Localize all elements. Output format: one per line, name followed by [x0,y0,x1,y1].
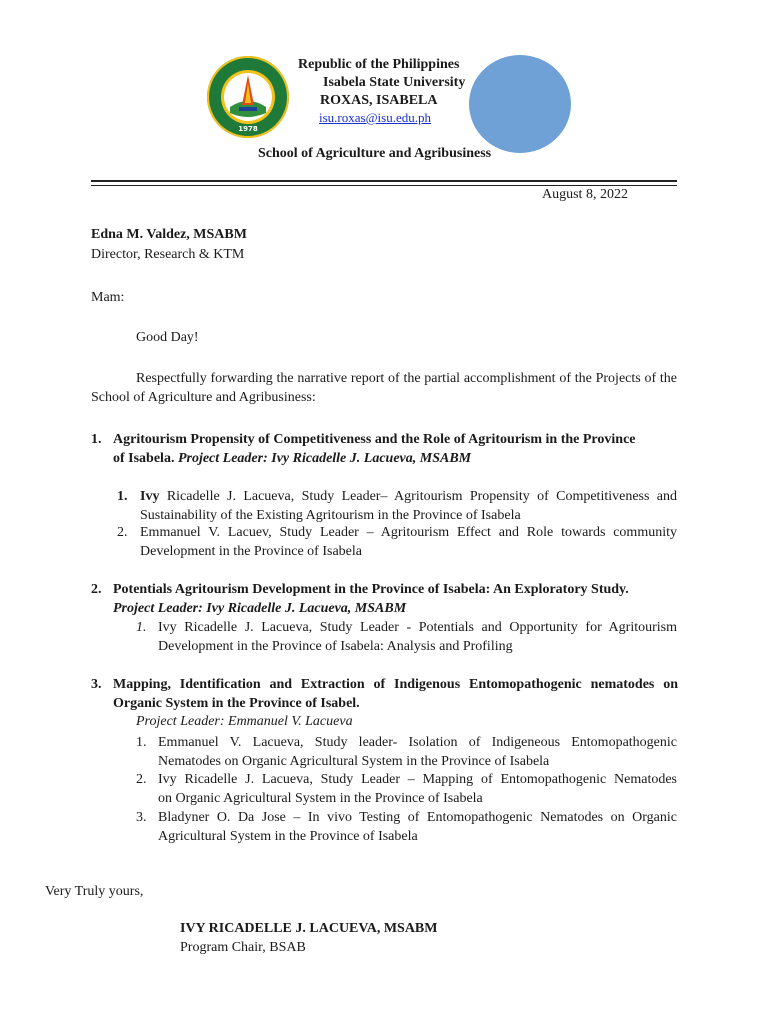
letter-date: August 8, 2022 [542,187,628,202]
university-seal [206,55,290,139]
project-1-leader: Project Leader: Ivy Ricadelle J. Lacueva, MSABM [177,451,472,466]
project-1-study-1-lead: Ivy [140,489,160,504]
university-name: Isabela State University [323,75,466,90]
seal-year: 1978 [238,125,258,133]
project-3-study-3-line2: Agricultural System in the Province of Isabela [158,829,418,844]
project-2-leader: Project Leader: Ivy Ricadelle J. Lacueva, MSABM [113,601,407,616]
project-3-study-1 [158,733,677,771]
greeting: Good Day! [136,330,199,345]
project-2-title-line1: Potentials Agritourism Development in the Province of Isabela: An Exploratory Study. [113,582,629,597]
intro-text: Respectfully forwarding the narrative report of the partial accomplishment of the Projects of the School of Agriculture and Agribusiness: [91,371,677,405]
campus-name: ROXAS, ISABELA [320,93,438,108]
project-3-study-2-number: 2. [136,772,147,787]
blue-circle-shape [469,55,571,153]
project-3-study-2-line1: Ivy Ricadelle J. Lacueva, Study Leader – Mapping of Entomopathogenic Nematodes [158,772,677,787]
header-rule-thick [91,180,677,182]
project-1-study-1-line1: Ricadelle J. Lacueva, Study Leader– Agritourism Propensity of Competitiveness and [166,489,677,504]
project-3-study-2 [158,770,677,808]
project-1-study-2-number: 2. [117,525,128,540]
project-2-number: 2. [91,582,102,597]
recipient-name: Edna M. Valdez, MSABM [91,227,247,242]
intro-paragraph [91,369,677,407]
project-3-title-line2: Organic System in the Province of Isabel. [113,696,360,711]
school-name: School of Agriculture and Agribusiness [258,146,492,161]
project-1-study-2-line2: Development in the Province of Isabela [140,544,362,559]
project-3-leader: Project Leader: Emmanuel V. Lacueva [136,714,353,729]
project-3-study-3 [158,808,677,846]
project-3-study-3-number: 3. [136,810,147,825]
project-1-study-1 [140,487,677,525]
project-3-number: 3. [91,677,102,692]
project-3-study-3-line1: Bladyner O. Da Jose – In vivo Testing of Entomopathogenic Nematodes on Organic [158,810,677,825]
project-1-study-1-line2: Sustainability of the Existing Agritourism in the Province of Isabela [140,508,521,523]
republic-line: Republic of the Philippines [298,57,460,72]
project-1-title [113,430,678,468]
project-1-title-line2: of Isabela. [113,451,175,466]
project-3-study-2-line2: on Organic Agricultural System in the Province of Isabela [158,791,483,806]
project-3-title-line1: Mapping, Identification and Extraction of Indigenous Entomopathogenic nematodes on [113,677,678,692]
signatory-name: IVY RICADELLE J. LACUEVA, MSABM [180,921,438,936]
project-1-number: 1. [91,432,102,447]
project-2-study-1-number: 1. [136,620,147,635]
project-3-title [113,675,678,713]
project-3-study-1-line2: Nematodes on Organic Agricultural System in the Province of Isabela [158,754,550,769]
project-3-study-1-number: 1. [136,735,147,750]
closing: Very Truly yours, [45,884,144,899]
project-1-study-2-line1: Emmanuel V. Lacuev, Study Leader – Agritourism Effect and Role towards community [140,525,677,540]
project-1-study-2 [140,523,677,561]
project-2-study-1-line1: Ivy Ricadelle J. Lacueva, Study Leader - Potentials and Opportunity for Agritourism [158,620,677,635]
project-2-title [113,580,678,618]
signatory-title: Program Chair, BSAB [180,940,306,955]
email-link[interactable]: isu.roxas@isu.edu.ph [319,110,431,125]
project-2-study-1 [158,618,677,656]
project-1-title-line1: Agritourism Propensity of Competitiveness and the Role of Agritourism in the Province [113,432,636,447]
salutation: Mam: [91,290,125,305]
recipient-title: Director, Research & KTM [91,247,245,262]
project-1-study-1-number: 1. [117,489,128,504]
project-2-study-1-line2: Development in the Province of Isabela: Analysis and Profiling [158,639,513,654]
project-3-study-1-line1: Emmanuel V. Lacueva, Study leader- Isolation of Indigeneous Entomopathogenic [158,735,677,750]
